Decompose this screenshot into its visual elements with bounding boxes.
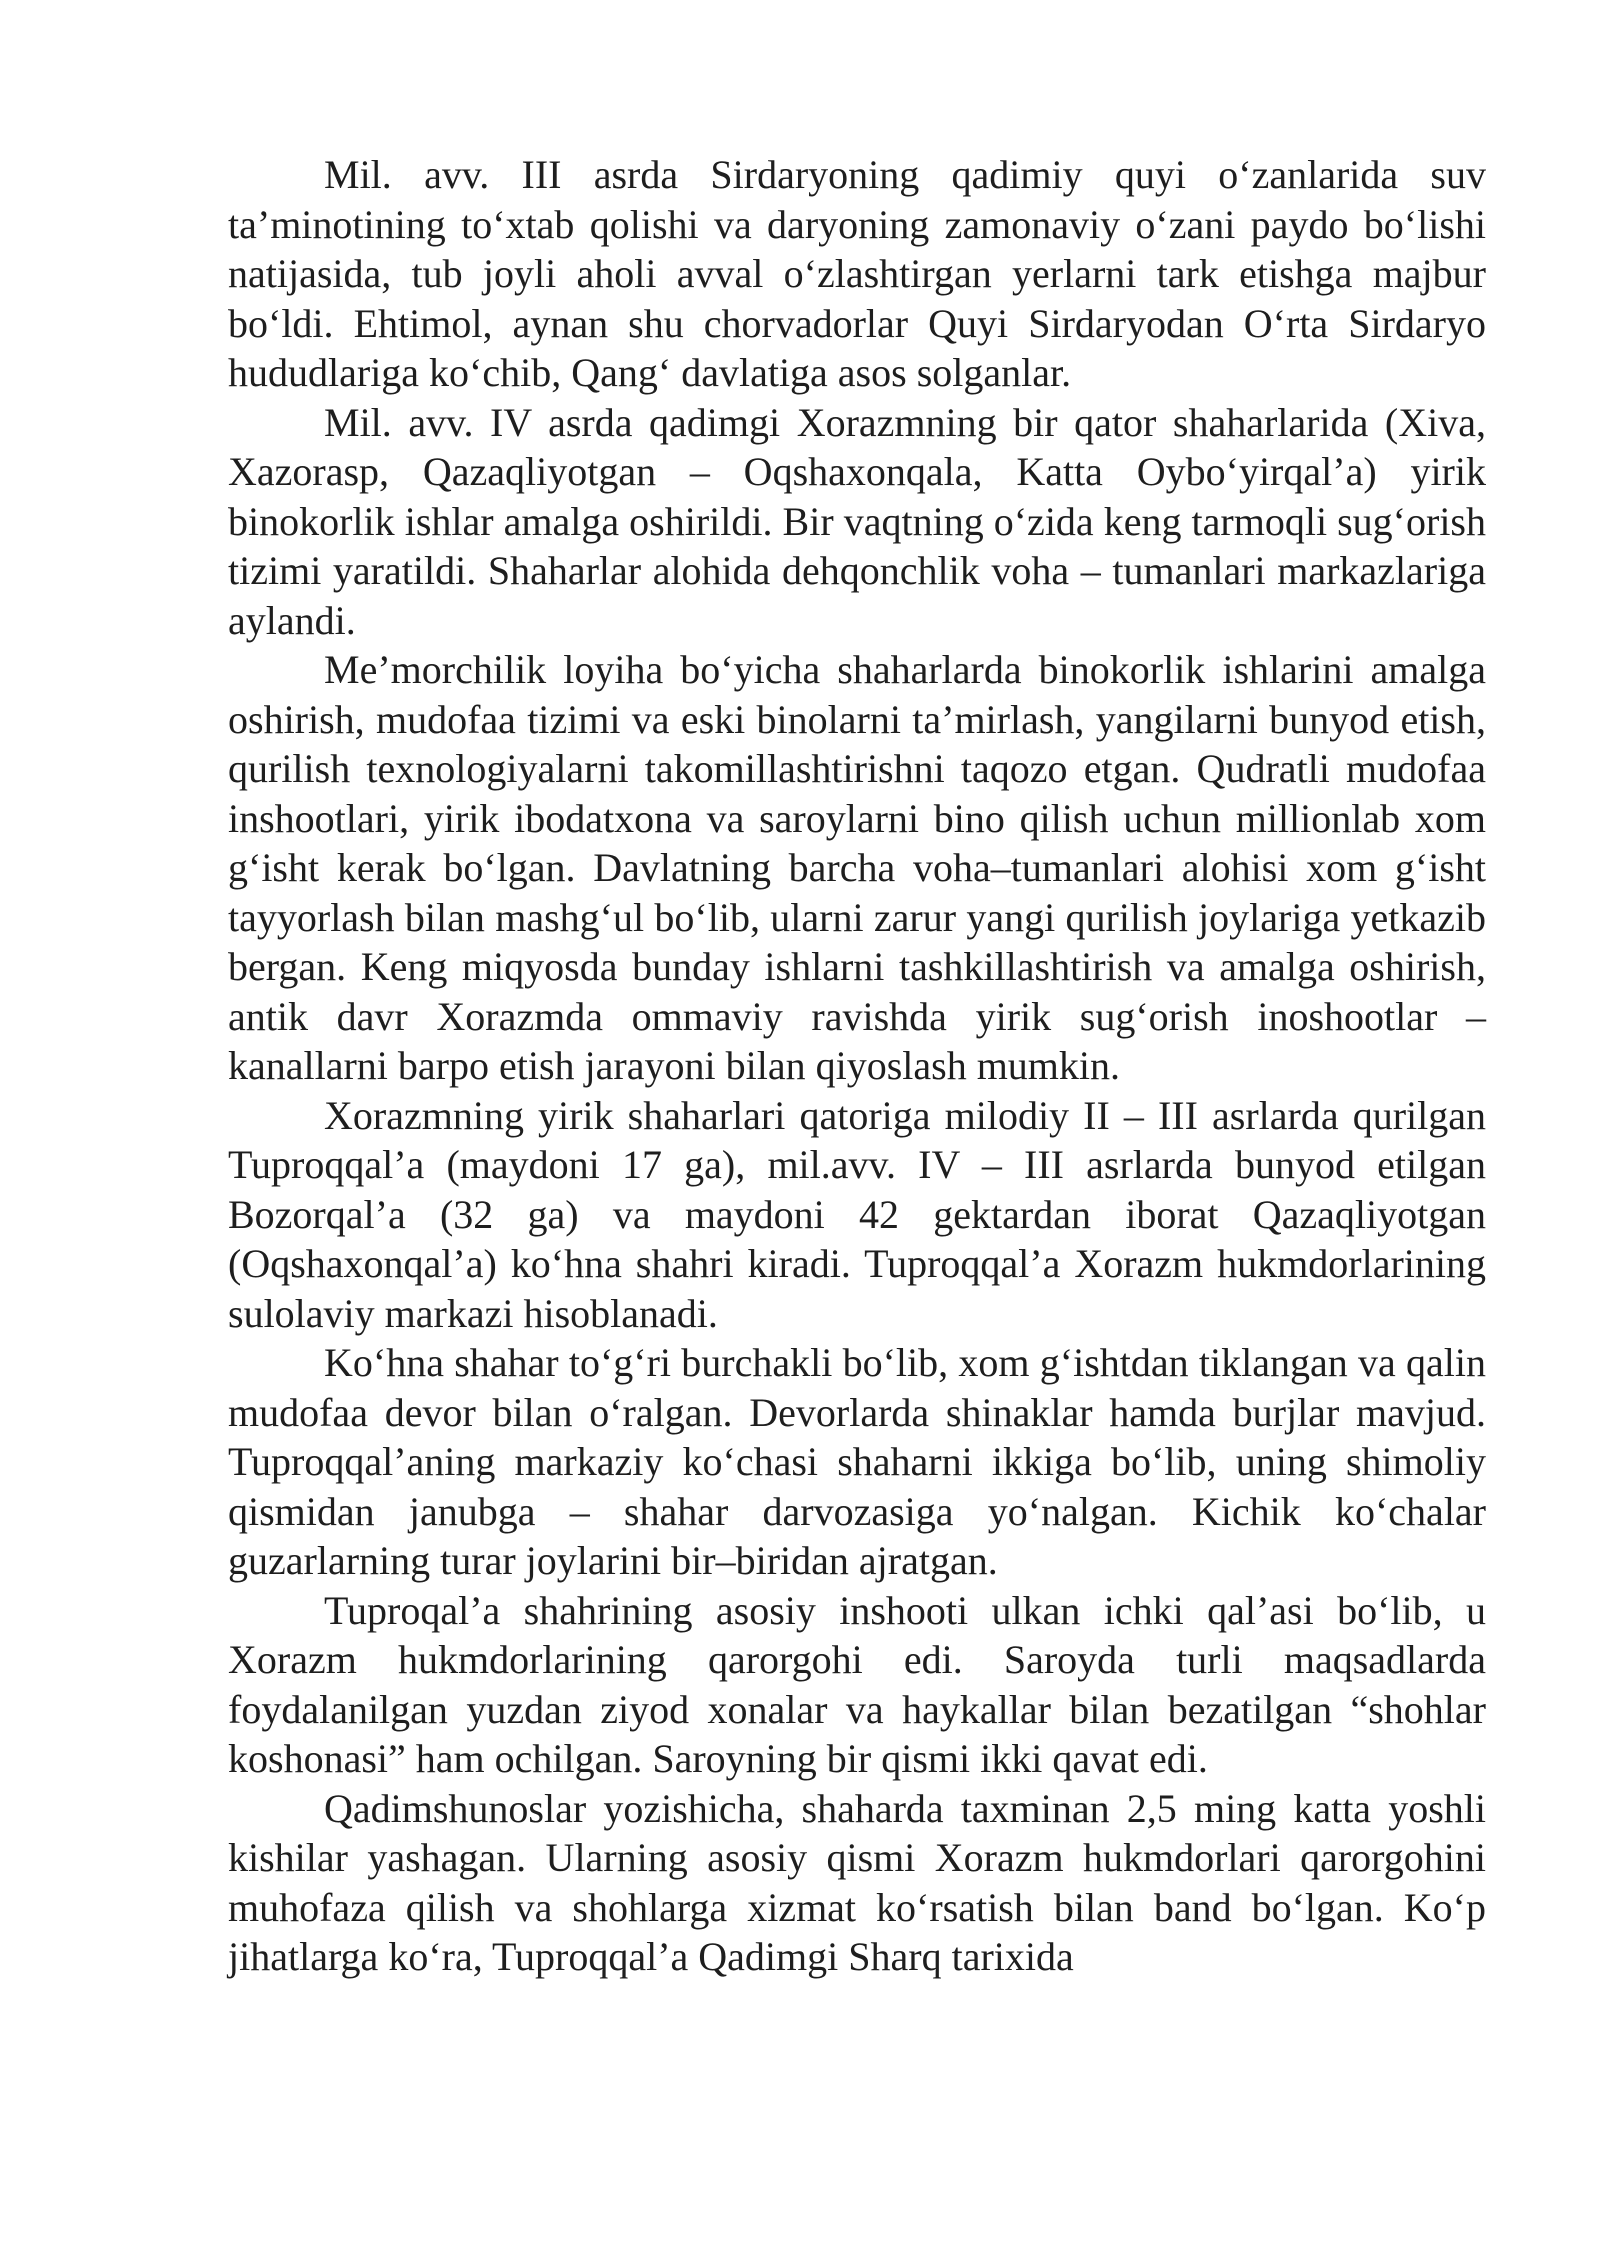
- paragraph-1: Mil. avv. III asrda Sirdaryoning qadimiy quyi o‘zanlarida suv ta’minotining to‘xtab qolishi va daryoning zamonaviy o‘zani paydo bo‘lishi natijasida, tub joyli aholi avval o‘zlashtirgan yerlarni tark etishga majbur bo‘ldi. Ehtimol, aynan shu chorvadorlar Quyi Sirdaryodan O‘rta Sirdaryo hududlariga ko‘chib, Qang‘ davlatiga asos solganlar.: [228, 152, 1486, 395]
- paragraph-4: Xorazmning yirik shaharlari qatoriga milodiy II – III asrlarda qurilgan Tuproqqal’a (maydoni 17 ga), mil.avv. IV – III asrlarda bunyod etilgan Bozorqal’a (32 ga) va maydoni 42 gektardan iborat Qazaqliyotgan (Oqshaxonqal’a) ko‘hna shahri kiradi. Tuproqqal’a Xorazm hukmdorlarining sulolaviy markazi hisoblanadi.: [228, 1092, 1486, 1336]
- document-page: [228, 150, 1486, 1982]
- paragraph-6: Tuproqal’a shahrining asosiy inshooti ulkan ichki qal’asi bo‘lib, u Xorazm hukmdorlarining qarorgohi edi. Saroyda turli maqsadlarda foydalanilgan yuzdan ziyod xonalar va haykallar bilan bezatilgan “shohlar koshonasi” ham ochilgan. Saroyning bir qismi ikki qavat edi.: [228, 1587, 1486, 1781]
- paragraph-5: Ko‘hna shahar to‘g‘ri burchakli bo‘lib, xom g‘ishtdan tiklangan va qalin mudofaa devor bilan o‘ralgan. Devorlarda shinaklar hamda burjlar mavjud. Tuproqqal’aning markaziy ko‘chasi shaharni ikkiga bo‘lib, uning shimoliy qismidan janubga – shahar darvozasiga yo‘nalgan. Kichik ko‘chalar guzarlarning turar joylarini bir–biridan ajratgan.: [228, 1340, 1486, 1583]
- paragraph-7: Qadimshunoslar yozishicha, shaharda taxminan 2,5 ming katta yoshli kishilar yashagan. Ularning asosiy qismi Xorazm hukmdorlari qarorgohini muhofaza qilish va shohlarga xizmat ko‘rsatish bilan band bo‘lgan. Ko‘p jihatlarga ko‘ra, Tuproqqal’a Qadimgi Sharq tarixida: [228, 1785, 1486, 1979]
- paragraph-2: Mil. avv. IV asrda qadimgi Xorazmning bir qator shaharlarida (Xiva, Xazorasp, Qazaqliyotgan – Oqshaxonqala, Katta Oybo‘yirqal’a) yirik binokorlik ishlar amalga oshirildi. Bir vaqtning o‘zida keng tarmoqli sug‘orish tizimi yaratildi. Shaharlar alohida dehqonchlik voha – tumanlari markazlariga aylandi.: [228, 399, 1486, 643]
- paragraph-3: Me’morchilik loyiha bo‘yicha shaharlarda binokorlik ishlarini amalga oshirish, mudofaa tizimi va eski binolarni ta’mirlash, yangilarni bunyod etish, qurilish texnologiyalarni takomillashtirishni taqozo etgan. Qudratli mudofaa inshootlari, yirik ibodatxona va saroylarni bino qilish uchun millionlab xom g‘isht kerak bo‘lgan. Davlatning barcha voha–tumanlari alohisi xom g‘isht tayyorlash bilan mashg‘ul bo‘lib, ularni zarur yangi qurilish joylariga yetkazib bergan. Keng miqyosda bunday ishlarni tashkillashtirish va amalga oshirish, antik davr Xorazmda ommaviy ravishda yirik sug‘orish inoshootlar – kanallarni barpo etish jarayoni bilan qiyoslash mumkin.: [228, 647, 1486, 1088]
